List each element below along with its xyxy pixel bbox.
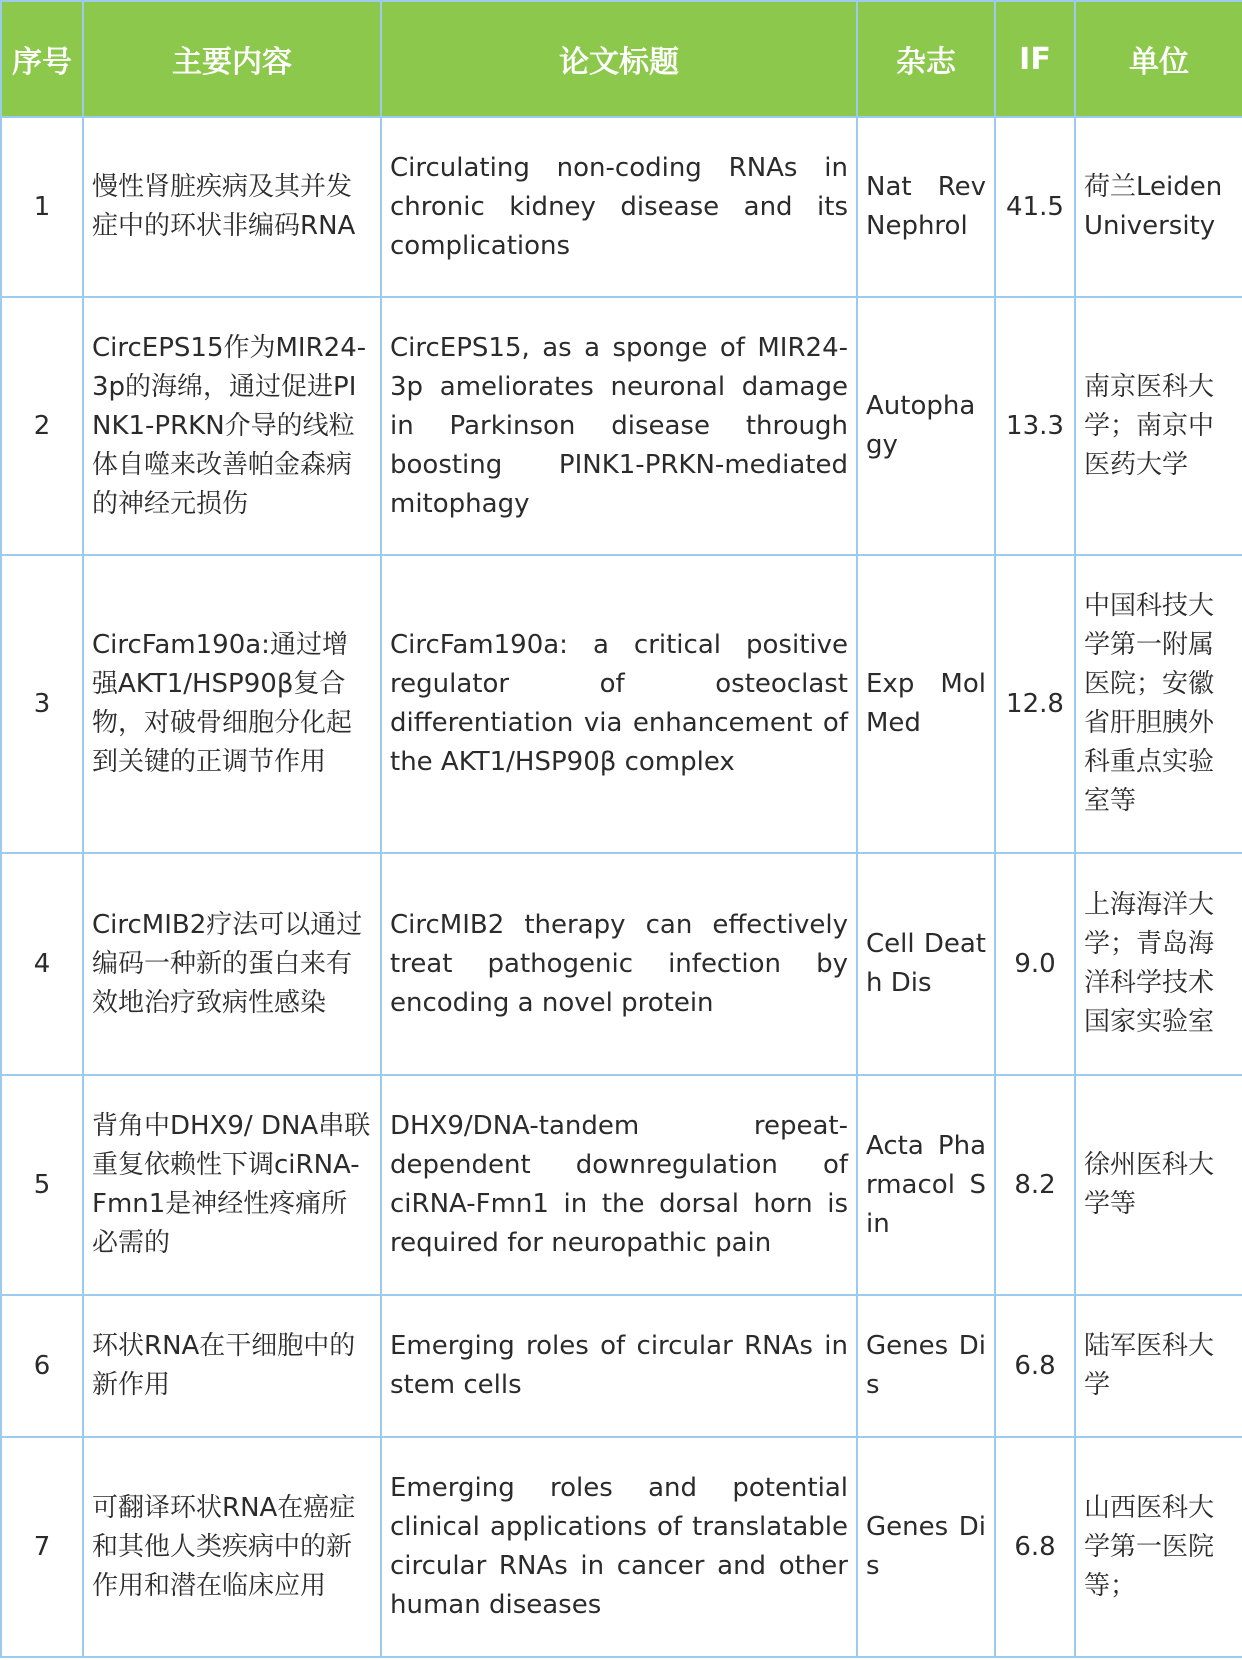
row-if: 12.8 [995, 555, 1075, 853]
header-row [1, 1, 1242, 117]
row-unit: 陆军医科大学 [1075, 1295, 1242, 1437]
row-journal: Nat Rev Nephrol [857, 117, 995, 297]
row-unit: 中国科技大学第一附属医院；安徽省肝胆胰外科重点实验室等 [1075, 555, 1242, 853]
row-unit: 南京医科大学；南京中医药大学 [1075, 297, 1242, 555]
row-unit: 山西医科大学第一医院等； [1075, 1437, 1242, 1657]
row-journal: Autophagy [857, 297, 995, 555]
table-row [1, 1295, 1242, 1437]
header-no: 序号 [1, 1, 83, 117]
row-content: 慢性肾脏疾病及其并发症中的环状非编码RNA [83, 117, 381, 297]
row-journal: Exp Mol Med [857, 555, 995, 853]
row-title: DHX9/DNA-tandem repeat-dependent downregulation of ciRNA-Fmn1 in the dorsal horn is required for neuropathic pain [381, 1075, 857, 1295]
row-title: CircEPS15, as a sponge of MIR24-3p ameliorates neuronal damage in Parkinson disease through boosting PINK1-PRKN-mediated mitophagy [381, 297, 857, 555]
header-journal: 杂志 [857, 1, 995, 117]
row-unit: 荷兰Leiden University [1075, 117, 1242, 297]
row-if: 6.8 [995, 1295, 1075, 1437]
row-content: CircEPS15作为MIR24-3p的海绵，通过促进PINK1-PRKN介导的线粒体自噬来改善帕金森病的神经元损伤 [83, 297, 381, 555]
row-title: Emerging roles and potential clinical applications of translatable circular RNAs in cancer and other human diseases [381, 1437, 857, 1657]
table-row [1, 117, 1242, 297]
row-if: 41.5 [995, 117, 1075, 297]
row-if: 13.3 [995, 297, 1075, 555]
row-title: Emerging roles of circular RNAs in stem cells [381, 1295, 857, 1437]
row-title: Circulating non-coding RNAs in chronic kidney disease and its complications [381, 117, 857, 297]
row-journal: Acta Pharmacol Sin [857, 1075, 995, 1295]
row-number: 6 [1, 1295, 83, 1437]
row-content: 可翻译环状RNA在癌症和其他人类疾病中的新作用和潜在临床应用 [83, 1437, 381, 1657]
row-title: CircFam190a: a critical positive regulator of osteoclast differentiation via enhancement of the AKT1/HSP90β complex [381, 555, 857, 853]
row-title: CircMIB2 therapy can effectively treat pathogenic infection by encoding a novel protein [381, 853, 857, 1075]
row-number: 4 [1, 853, 83, 1075]
table-row [1, 297, 1242, 555]
table-row [1, 1075, 1242, 1295]
row-number: 5 [1, 1075, 83, 1295]
row-number: 2 [1, 297, 83, 555]
row-journal: Genes Dis [857, 1437, 995, 1657]
row-number: 3 [1, 555, 83, 853]
row-content: CircFam190a:通过增强AKT1/HSP90β复合物，对破骨细胞分化起到关键的正调节作用 [83, 555, 381, 853]
table-row [1, 853, 1242, 1075]
row-if: 9.0 [995, 853, 1075, 1075]
row-journal: Cell Death Dis [857, 853, 995, 1075]
row-journal: Genes Dis [857, 1295, 995, 1437]
header-title: 论文标题 [381, 1, 857, 117]
row-if: 8.2 [995, 1075, 1075, 1295]
row-number: 7 [1, 1437, 83, 1657]
row-content: 环状RNA在干细胞中的新作用 [83, 1295, 381, 1437]
row-number: 1 [1, 117, 83, 297]
header-if: IF [995, 1, 1075, 117]
table-row [1, 555, 1242, 853]
row-unit: 徐州医科大学等 [1075, 1075, 1242, 1295]
row-unit: 上海海洋大学；青岛海洋科学技术国家实验室 [1075, 853, 1242, 1075]
row-content: 背角中DHX9/ DNA串联重复依赖性下调ciRNA-Fmn1是神经性疼痛所必需的 [83, 1075, 381, 1295]
header-content: 主要内容 [83, 1, 381, 117]
table-row [1, 1437, 1242, 1657]
row-content: CircMIB2疗法可以通过编码一种新的蛋白来有效地治疗致病性感染 [83, 853, 381, 1075]
header-unit: 单位 [1075, 1, 1242, 117]
row-if: 6.8 [995, 1437, 1075, 1657]
